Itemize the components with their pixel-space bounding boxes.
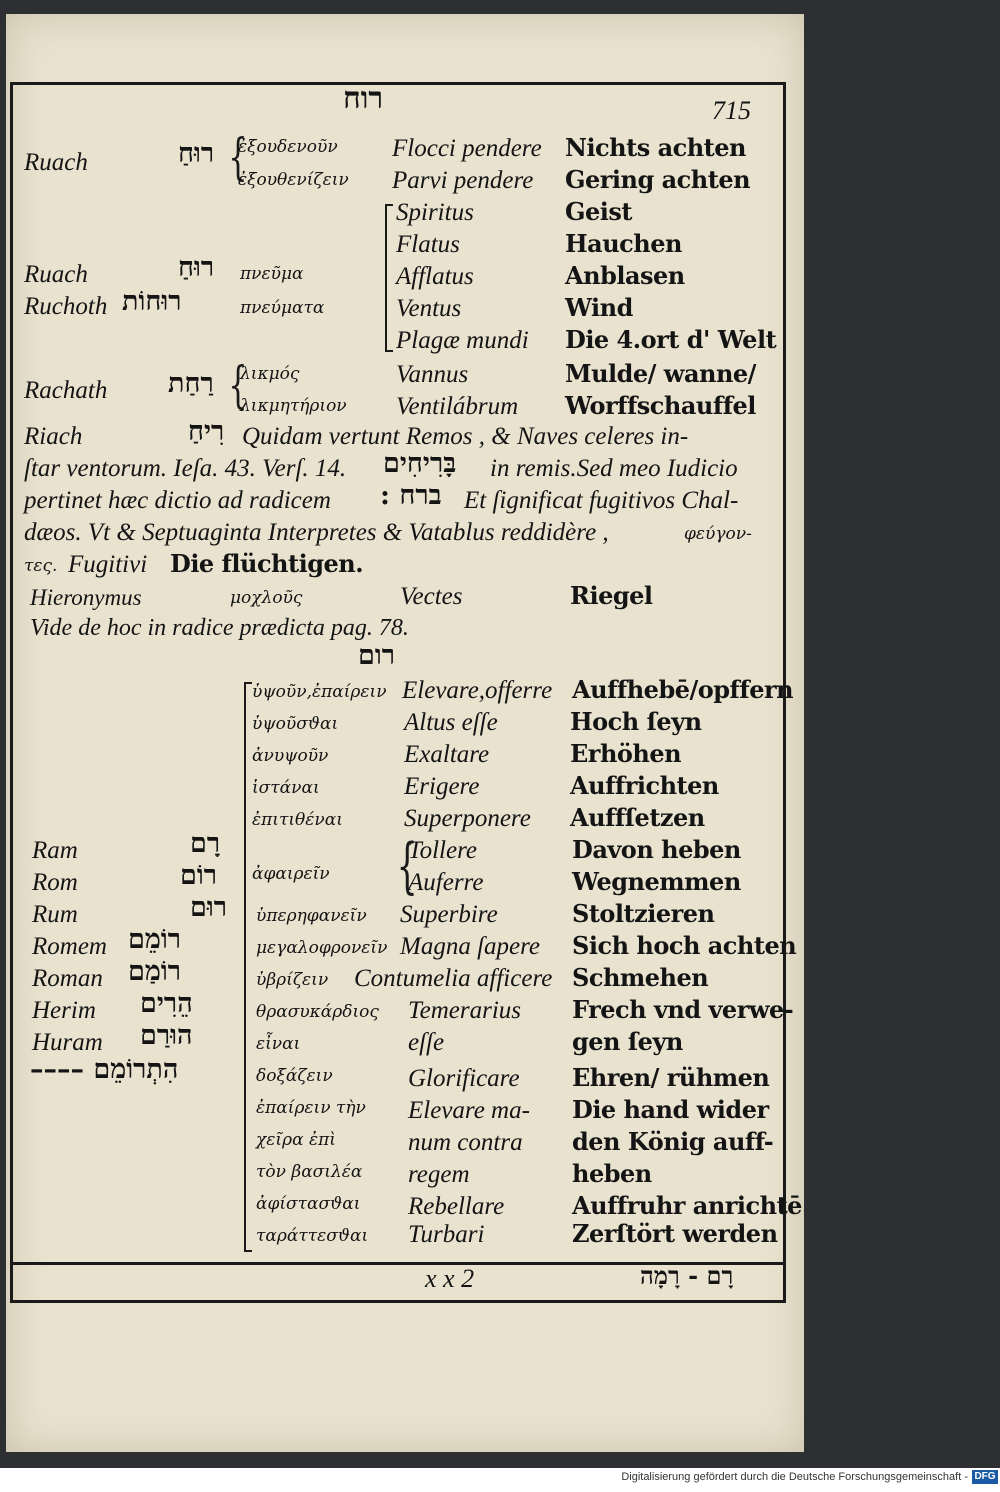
greek-ruach-1b: ἐξουθενίζειν [238,170,349,190]
hebrew-rachath: רַחַת [168,368,214,399]
section2-translit: Huram [32,1029,103,1056]
section2-translit: Ram [32,837,78,864]
section2-greek-term: ἐπιτιθέναι [252,810,343,830]
section2-german-term: Sich hoch achten [572,931,797,960]
section2-german-term: den König auff- [572,1127,774,1156]
section2-hebrew: רוּם [190,892,228,923]
german-hauchen: Hauchen [565,229,682,258]
latin-ventilabrum: Ventilábrum [396,393,519,420]
translit-rachath: Rachath [24,377,108,404]
paragraph-line-2a: ſtar ventorum. Ieſa. 43. Verſ. 14. [24,455,347,482]
paragraph-line-4-greek: φεύγον- [684,524,752,544]
paragraph-line-5-german: Die flüchtigen. [170,549,364,578]
section2-latin-term: Superbire [400,901,498,928]
latin-ventus: Ventus [396,295,462,322]
section2-latin-term: num contra [408,1129,523,1156]
german-wind: Wind [565,293,633,322]
section2-german-term: Davon heben [572,835,741,864]
section2-latin-term: Contumelia afficere [354,965,553,992]
paragraph-line-3b: Et ſignificat fugitivos Chal- [464,487,739,514]
latin-ruach-1b: Parvi pendere [392,167,534,194]
section2-greek-term: ὑψοῦν,ἐπαίρειν [252,682,387,702]
hieronymus-greek: μοχλοῦς [230,588,303,608]
section2-german-term: Stoltzieren [572,899,715,928]
paragraph-line-3a: pertinet hæc dictio ad radicem [24,487,331,514]
section2-hebrew: הֵרִים [140,988,193,1019]
hebrew-ruach-1: רוּחַ [178,138,215,169]
section2-latin-term: Tollere [408,837,477,864]
section2-greek-term: εἶναι [256,1034,301,1054]
paragraph-line-3-hebrew: ברח : [380,480,442,511]
section2-german-term: Die hand wider [572,1095,769,1124]
section2-german-term: heben [572,1159,652,1188]
hebrew-riach: רִיחַ [188,416,225,447]
bracket-spiritus-group [385,204,387,352]
paragraph-line-4: dæos. Vt & Septuaginta Interpretes & Vatablus reddidère , [24,519,609,546]
section2-hebrew: רוֹם [180,860,218,891]
greek-pneuma: πνεῦμα [240,264,304,284]
section2-latin-term: Erigere [404,773,480,800]
section2-german-term: Auffruhr anrichtē [572,1191,802,1220]
section2-hebrew: רוֹמַם [128,956,182,987]
translit-riach: Riach [24,423,83,450]
section2-hebrew: רָם [190,828,221,859]
paragraph-line-2b: in remis.Sed meo Iudicio [490,455,738,482]
section2-greek-term: ὑψοῦσϑαι [252,714,339,734]
section2-latin-term: Rebellare [408,1193,505,1220]
header-hebrew-title: רוח [343,81,384,116]
hieronymus-german: Riegel [570,581,653,610]
vide-note: Vide de hoc in radice prædicta pag. 78. [30,615,409,641]
latin-ruach-1a: Flocci pendere [392,135,542,162]
dfg-logo: DFG [972,1470,998,1484]
brace-tollere: { [396,831,418,901]
section2-german-term: Auffrichten [570,771,719,800]
paragraph-line-5-latin: Fugitivi [68,551,148,578]
section2-german-term: gen ſeyn [572,1027,683,1056]
latin-plagae-mundi: Plagæ mundi [396,327,529,354]
section2-latin-term: Auferre [408,869,484,896]
section2-greek-term: τὸν βασιλέα [256,1162,363,1182]
section2-latin-term: Superponere [404,805,531,832]
section2-greek-term: θρασυκάρδιος [256,1002,379,1022]
section2-translit: Romem [32,933,107,960]
hebrew-ruach-2: רוּחַ [178,252,215,283]
section2-latin-term: Altus eſſe [404,709,498,736]
section2-translit: Roman [32,965,103,992]
german-ruach-1a: Nichts achten [565,133,746,162]
section2-german-term: Hoch ſeyn [570,707,702,736]
section2-latin-term: Elevare,offerre [402,677,553,704]
section2-greek-term: ἀφαιρεῖν [252,864,330,884]
latin-vannus: Vannus [396,361,469,388]
section2-greek-term: ἐπαίρειν τὴν [256,1098,366,1118]
hieronymus-name: Hieronymus [30,585,142,610]
section2-german-term: Auffſetzen [570,803,705,832]
translit-ruach-2: Ruach [24,261,88,288]
signature-mark: x x 2 [425,1264,475,1293]
brace-rachath: { [228,356,248,414]
latin-spiritus: Spiritus [396,199,474,226]
section2-german-term: Schmehen [572,963,709,992]
hieronymus-latin: Vectes [400,583,463,610]
brace-ruach-1: { [228,128,248,186]
section2-german-term: Erhöhen [570,739,682,768]
greek-ruach-1a: ἐξουδενοῦν [238,137,338,157]
section2-greek-term: ἱστάναι [252,778,320,798]
section2-latin-term: Magna ſapere [400,933,541,960]
section2-translit: Rom [32,869,78,896]
section2-latin-term: regem [408,1161,470,1188]
paragraph-line-1: Quidam vertunt Remos , & Naves celeres in- [242,423,689,450]
page-number: 715 [712,96,751,125]
section2-greek-term: μεγαλοφρονεῖν [256,938,388,958]
section2-greek-term: ἀνυψοῦν [252,746,329,766]
section2-greek-term: δοξάζειν [256,1066,333,1086]
section2-german-term: Ehren/ rühmen [572,1063,770,1092]
german-die-4-ort: Die 4.ort d' Welt [565,325,777,354]
section2-hebrew-title: רום [358,640,396,671]
paragraph-line-5-greek: τες. [24,556,58,576]
translit-ruach-1: Ruach [24,149,88,176]
section2-latin-term: Exaltare [404,741,490,768]
section2-german-term: Auffhebē/opffern [572,675,794,704]
section2-german-term: Frech vnd verwe- [572,995,794,1024]
german-ruach-1b: Gering achten [565,165,751,194]
german-geist: Geist [565,197,632,226]
section2-german-term: Zerſtört werden [572,1219,778,1248]
translit-ruchoth: Ruchoth [24,293,108,320]
greek-likmeterion: λικμητήριον [240,396,347,416]
section2-latin-term: Glorificare [408,1065,520,1092]
section2-greek-term: ὑπερηφανεῖν [256,906,367,926]
section2-latin-term: Temerarius [408,997,521,1024]
section2-hebrew: רוֹמֵם [128,924,182,955]
section2-greek-term: χεῖρα ἐπὶ [256,1130,336,1150]
section2-latin-term: Elevare ma- [408,1097,530,1124]
section2-translit: Rum [32,901,78,928]
section2-latin-term: Turbari [408,1221,485,1248]
top-rule [10,82,786,85]
bracket-section2 [244,682,246,1252]
section2-greek-term: ταράττεσϑαι [256,1226,369,1246]
section2-greek-term: ἀφίστασϑαι [256,1194,361,1214]
greek-likmos: λικμός [240,364,300,384]
latin-afflatus: Afflatus [396,263,474,290]
section2-greek-term: ὑβρίζειν [256,970,329,990]
digitization-credit: Digitalisierung gefördert durch die Deutsche Forschungsgemeinschaft - [621,1471,968,1483]
bottom-rule-2 [10,1300,786,1303]
german-anblasen: Anblasen [565,261,685,290]
hebrew-ruchoth: רוּחוֹת [122,286,182,317]
greek-pneumata: πνεύματα [240,298,325,318]
latin-flatus: Flatus [396,231,460,258]
german-mulde: Mulde/ wanne/ [565,359,756,388]
paragraph-line-2-hebrew: בָּרִיחִים [383,448,457,479]
section2-translit: Herim [32,997,96,1024]
section2-latin-term: eſſe [408,1029,445,1056]
catchword: רָם - רָמָה [640,1261,734,1290]
section2-hebrew: הוּרַם [140,1020,193,1051]
german-worffschauffel: Worffschauffel [565,391,756,420]
section2-german-term: Wegnemmen [572,867,741,896]
section2-hebrew: הִתְרוֹמֵם –––– [30,1054,179,1085]
